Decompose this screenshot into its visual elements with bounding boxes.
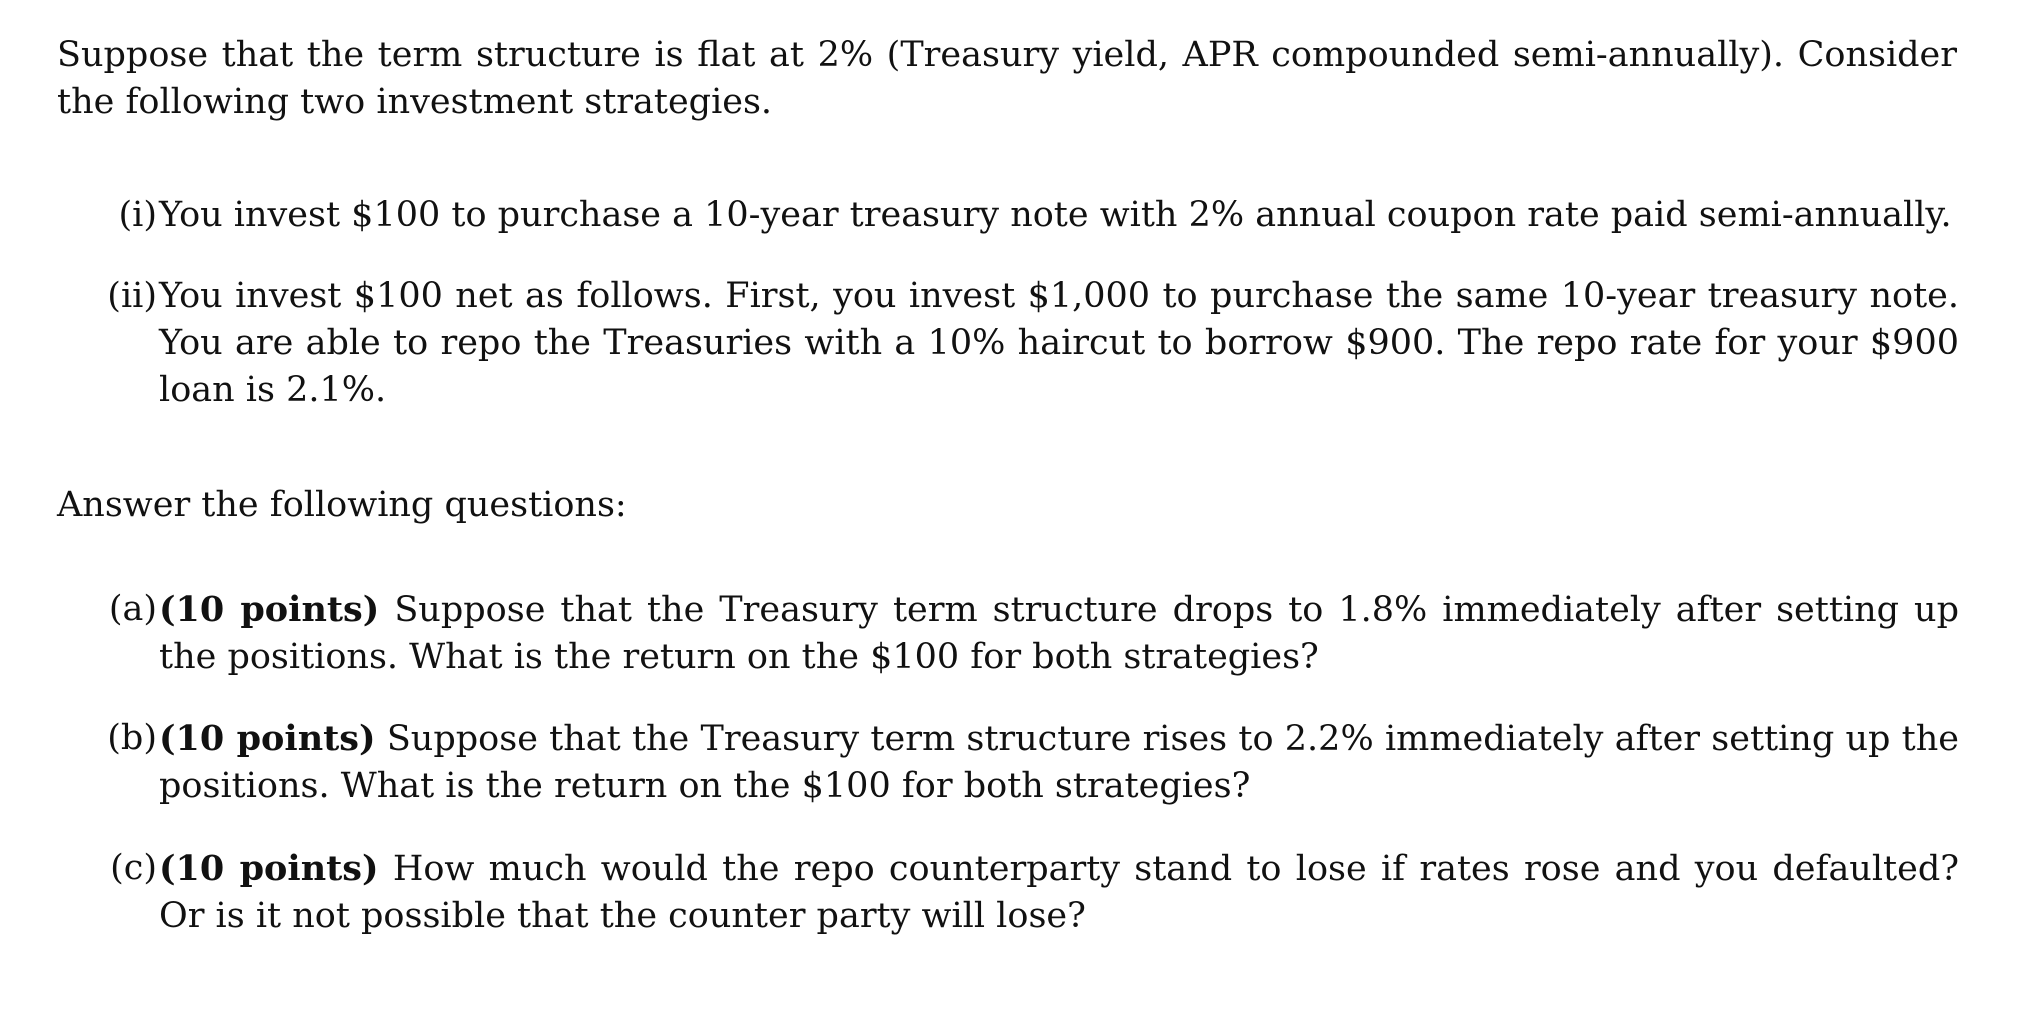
question-body xyxy=(159,586,1959,681)
question-body xyxy=(159,715,1959,810)
intro-paragraph: Suppose that the term structure is flat at 2% (Treasury yield, APR compounded semi-annually). Consider the following two investment strategies. xyxy=(57,35,1957,122)
strategy-marker: (i) xyxy=(118,195,157,235)
strategy-text: You invest $100 to purchase a 10-year treasury note with 2% annual coupon rate paid semi-annually. xyxy=(159,195,1952,235)
answer-intro: Answer the following questions: xyxy=(57,485,627,525)
question-points: (10 points) xyxy=(159,718,376,759)
strategy-marker: (ii) xyxy=(107,276,157,316)
question-text: Suppose that the Treasury term structure drops to 1.8% immediately after setting up the positions. What is the return on the $100 for both strategies? xyxy=(159,590,1959,677)
question-marker: (c) xyxy=(110,848,157,888)
strategy-text: You invest $100 net as follows. First, you invest $1,000 to purchase the same 10-year treasury note. You are able to repo the Treasuries with a 10% haircut to borrow $900. The repo rate for your $900 loan is 2.1%. xyxy=(159,276,1959,410)
question-text: Suppose that the Treasury term structure rises to 2.2% immediately after setting up the positions. What is the return on the $100 for both strategies? xyxy=(159,719,1959,806)
question-body xyxy=(159,845,1959,940)
question-marker: (b) xyxy=(107,718,157,758)
question-points: (10 points) xyxy=(159,848,379,889)
question-marker: (a) xyxy=(108,589,157,629)
question-points: (10 points) xyxy=(159,589,380,630)
question-text: How much would the repo counterparty stand to lose if rates rose and you defaulted? Or is it not possible that the counter party will lose? xyxy=(159,849,1959,936)
